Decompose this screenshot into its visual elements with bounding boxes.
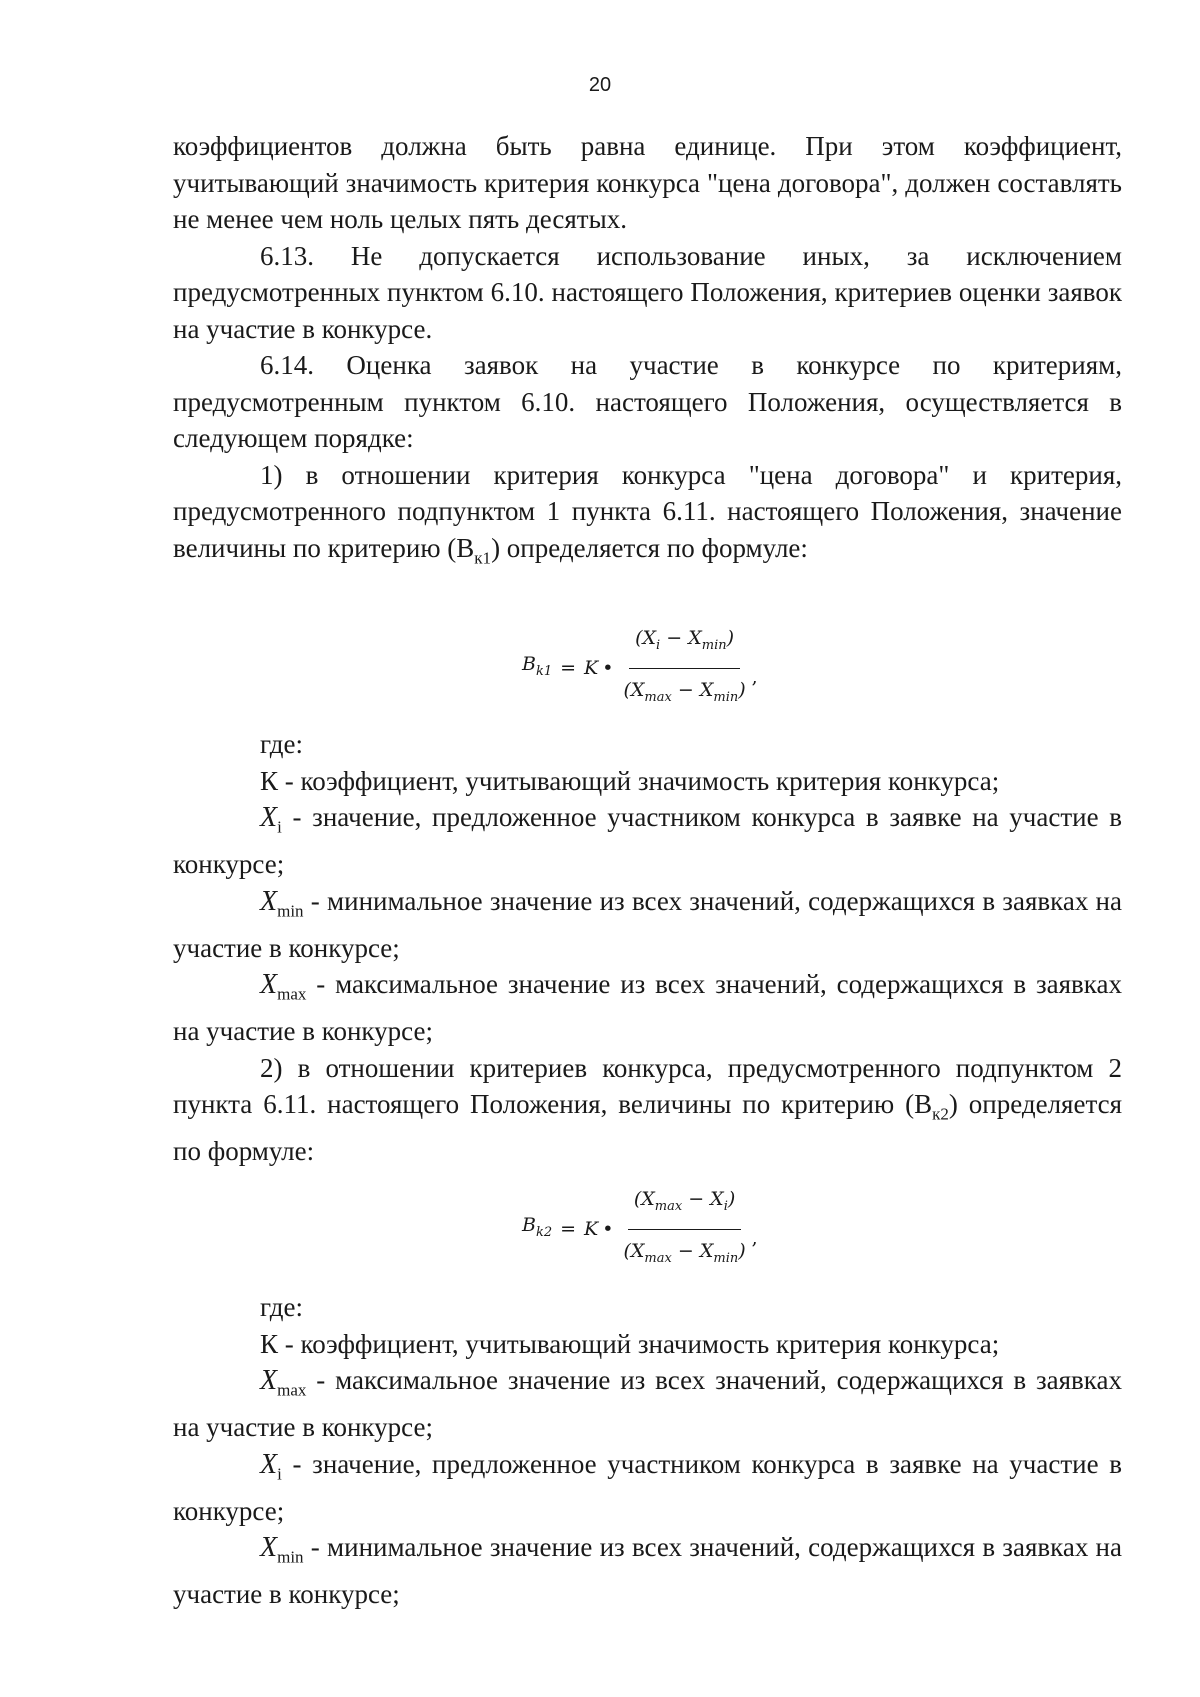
formula-bk2-fraction <box>617 1181 751 1277</box>
formula-bk2-numerator: $(X_{max} - X_i)$ <box>628 1181 742 1230</box>
where-label-2: где: <box>260 1292 303 1323</box>
formula-bk2-denominator: $(X_{max} - X_{min})$ <box>623 1239 746 1266</box>
formula-bk2-dot: • <box>602 1218 614 1241</box>
paragraph-item-2: 2) в отношении критериев конкурса, предусмотренного подпунктом 2 пункта 6.11. настоящего Положения, величины по критерию $(В_{к2})$ определяется по формуле: <box>173 1052 1122 1166</box>
paragraph-6-14: 6.14. Оценка заявок на участие в конкурсе по критериям, предусмотренным пунктом 6.10. настоящего Положения, осуществляется в следующем порядке: <box>173 350 1122 453</box>
definition-xmax-2: $X_{max}$ - максимальное значение из всех значений, содержащихся в заявках на участие в конкурсе; <box>173 1365 1122 1443</box>
page-number: 20 <box>588 74 612 96</box>
definition-xmin-2: $X_{min}$ - минимальное значение из всех значений, содержащихся в заявках на участие в конкурсе; <box>173 1532 1122 1610</box>
definition-xi-1: $X_i$ - значение, предложенное участником конкурса в заявке на участие в конкурсе; <box>173 802 1122 880</box>
definition-xmax-1: $X_{max}$ - максимальное значение из всех значений, содержащихся в заявках на участие в конкурсе; <box>173 969 1122 1047</box>
paragraph-coefficients: коэффициентов должна быть равна единице. При этом коэффициент, учитывающий значимость критерия конкурса "цена договора", должен составлять не менее чем ноль целых пять десятых. <box>173 131 1122 234</box>
item-1-subscript: к1 <box>474 547 492 567</box>
formula-bk1-denominator: $(X_{max} - X_{min})$ <box>623 678 746 705</box>
formula-bk1-fraction <box>617 620 751 716</box>
item-1-tail: ) определяется по формуле: <box>491 532 808 563</box>
definition-xi-2: $X_i$ - значение, предложенное участником конкурса в заявке на участие в конкурсе; <box>173 1448 1122 1526</box>
formula-bk1-dot: • <box>602 657 614 680</box>
formula-bk2-k: K <box>584 1218 599 1241</box>
formula-bk2-lhs: $B_{k2}$ <box>522 1214 553 1241</box>
formula-bk1-comma: , <box>751 666 758 689</box>
document-body <box>173 128 1122 1613</box>
paragraph-6-13: 6.13. Не допускается использование иных, за исключением предусмотренных пунктом 6.10. настоящего Положения, критериев оценки заявок на участие в конкурсе. <box>173 240 1122 344</box>
formula-bk2-comma: , <box>751 1227 758 1250</box>
paragraph-item-1 <box>173 457 1122 577</box>
item-1-text: 1) в отношении критерия конкурса "цена договора" и критерия, предусмотренного подпунктом 1 пункта 6.11. настоящего Положения, значение величины по критерию (В <box>173 459 1122 563</box>
formula-bk2-eq: = <box>560 1218 577 1241</box>
formula-bk1 <box>173 576 1122 726</box>
definition-k-2: К - коэффициент, учитывающий значимость критерия конкурса; <box>260 1328 1000 1359</box>
formula-bk2 <box>173 1169 1122 1289</box>
definition-k-1: К - коэффициент, учитывающий значимость критерия конкурса; <box>260 765 1000 796</box>
formula-bk1-numerator: $(X_i - X_{min})$ <box>629 620 740 669</box>
definition-xmin-1: $X_{min}$ - минимальное значение из всех значений, содержащихся в заявках на участие в конкурсе; <box>173 885 1122 963</box>
formula-bk1-k: K <box>584 657 599 680</box>
where-label-1: где: <box>260 729 303 760</box>
formula-bk1-lhs: $B_{k1}$ <box>522 653 553 680</box>
formula-bk1-eq: = <box>560 657 577 680</box>
